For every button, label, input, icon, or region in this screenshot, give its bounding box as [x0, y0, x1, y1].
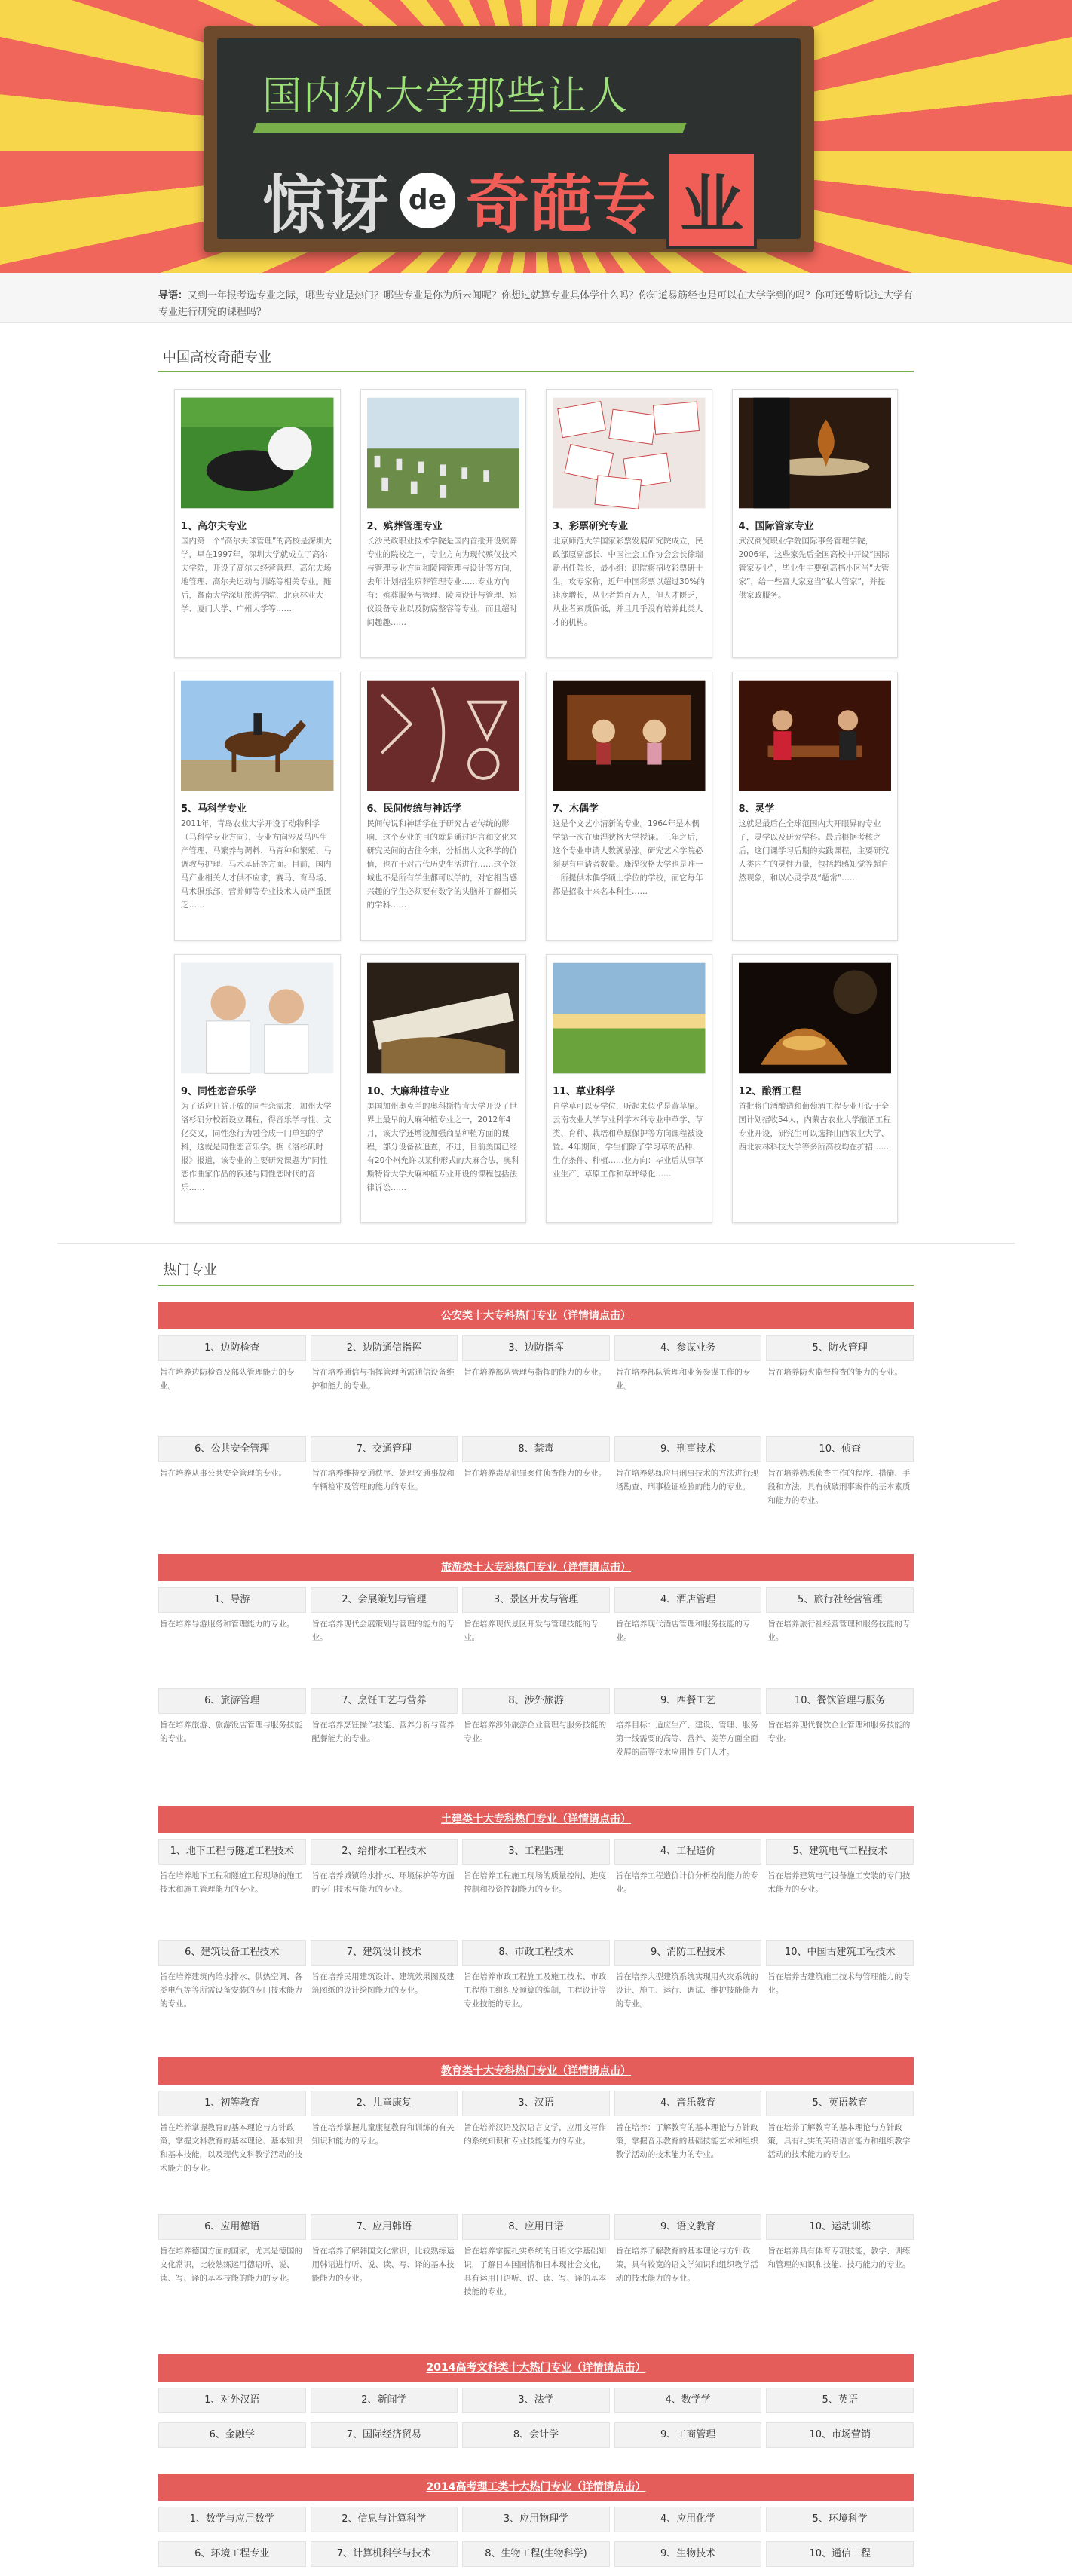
category-title-link[interactable]: 旅游类十大专科热门专业（详情请点击）: [158, 1554, 914, 1581]
hot-major-item: [766, 1839, 914, 1940]
hot-major-name[interactable]: 7、烹饪工艺与营养: [311, 1688, 458, 1714]
hot-major-name[interactable]: 3、应用物理学: [462, 2507, 610, 2532]
hot-major-name[interactable]: 2、会展策划与管理: [311, 1587, 458, 1613]
intro-label: 导语：: [158, 290, 188, 301]
major-photo[interactable]: [181, 678, 334, 793]
major-description: 长沙民政职业技术学院是国内首批开设殡葬专业的院校之一，专业方向为现代殡仪技术与管理专业方向和陵园管理与设计等方向，去年计划招生殡葬管理专业……专业方向有：殡葬服务与管理、陵园设计与管理、殡仪设备专业以及防腐整容等专业，而且超时间趣趣……: [366, 537, 517, 627]
hot-major-name[interactable]: 5、建筑电气工程技术: [766, 1839, 914, 1865]
hot-major-item: [462, 2507, 610, 2532]
hot-major-item: [766, 2422, 914, 2448]
major-photo[interactable]: [553, 678, 706, 793]
weird-major-card[interactable]: [732, 672, 899, 941]
hot-major-description: 旨在培养掌握扎实系统的日语文学基础知识，了解日本国国情和日本现社会文化，具有运用日语听、说、读、写、译的基本技能的专业。: [464, 2247, 607, 2296]
category-title-link[interactable]: 教育类十大专科热门专业（详情请点击）: [158, 2057, 914, 2085]
hot-major-name[interactable]: 1、初等教育: [158, 2091, 306, 2116]
hot-major-description: 旨在培养掌握教育的基本理论与方针政策，掌握文科教育的基本理论、基本知识和基本技能，以及现代文科教学活动的技术能力的专业。: [160, 2123, 302, 2173]
hot-major-name[interactable]: 4、音乐教育: [614, 2091, 762, 2116]
category-majors: [158, 2388, 914, 2457]
hot-major-item: [158, 1335, 306, 1436]
hot-major-item: [311, 2507, 458, 2532]
hot-majors-categories: [0, 1302, 1072, 2576]
hot-major-description: 旨在培养汉语及汉语言文学，应用文写作的系统知识和专业技能能力的专业。: [464, 2123, 607, 2146]
weird-major-card[interactable]: [546, 954, 712, 1223]
hot-major-description: 旨在培养城镇给水排水、环境保护等方面的专门技术与能力的专业。: [311, 1871, 455, 1894]
hot-major-item: [311, 1940, 458, 2041]
category-majors: [158, 1839, 914, 2041]
hot-major-item: [311, 2214, 458, 2338]
hot-major-name[interactable]: 10、餐饮管理与服务: [766, 1688, 914, 1714]
hot-category: [158, 2474, 914, 2576]
hot-major-name[interactable]: 6、环境工程专业: [158, 2541, 306, 2567]
weird-majors-grid: [174, 389, 898, 1223]
major-name[interactable]: 7、木偶学: [553, 803, 599, 815]
hot-category: [158, 2354, 914, 2457]
major-photo[interactable]: [181, 396, 334, 510]
hot-major-description: 旨在培养具有体育专项技能，教学、训练和管理的知识和技能、技巧能力的专业。: [767, 2247, 911, 2269]
hot-major-item: [158, 2541, 306, 2567]
hot-major-description: 旨在培养旅游、旅游饭店管理与服务技能的专业。: [160, 1721, 302, 1743]
major-photo[interactable]: [739, 396, 892, 510]
weird-major-card[interactable]: [360, 389, 527, 658]
hot-major-name[interactable]: 5、防火管理: [766, 1335, 914, 1361]
hot-major-name[interactable]: 6、建筑设备工程技术: [158, 1940, 306, 1966]
hot-major-name[interactable]: 9、刑事技术: [614, 1436, 762, 1462]
major-photo[interactable]: [181, 961, 334, 1075]
hot-major-description: 旨在培养导游服务和管理能力的专业。: [160, 1620, 295, 1629]
weird-major-card[interactable]: [546, 672, 712, 941]
hot-major-description: 旨在培养涉外旅游企业管理与服务技能的专业。: [464, 1721, 607, 1743]
major-description: 2011年，青岛农业大学开设了动物科学（马科学专业方向），专业方向涉及马匹生产管理、马繁养与调料、马育种和繁殖、马调教与护理、马术基础等方面。目前，国内马产业相关人才供不应求，赛马、育马场、马术俱乐部、营养师等专业技术人员严重匮乏……: [181, 819, 332, 910]
hot-major-description: 旨在培养了解韩国文化常识，比较熟练运用韩语进行听、说、读、写、译的基本技能能力的专业。: [311, 2247, 455, 2283]
weird-major-card[interactable]: [546, 389, 712, 658]
hot-major-name[interactable]: 9、消防工程技术: [614, 1940, 762, 1966]
hot-major-description: 旨在培养熟悉侦查工作的程序、措施、手段和方法，具有侦破刑事案件的基本素质和能力的专业。: [767, 1469, 911, 1505]
major-photo[interactable]: [367, 678, 520, 793]
hot-major-name[interactable]: 7、计算机科学与技术: [311, 2541, 458, 2567]
major-description: 民间传说和神话学在于研究古老传统的影响、这个专业的目的就是通过语言和文化来研究民间的古往今来，分析出人文科学的价值，也在于对古代历史生活进行……这个领域也不是所有学生都可以学的，对它相当感兴趣的学生必须要有数学的头脑并了解相关的学科……: [366, 819, 517, 910]
hot-major-name[interactable]: 4、参谋业务: [614, 1335, 762, 1361]
hot-major-item: [614, 2422, 762, 2448]
hot-major-name[interactable]: 5、旅行社经营管理: [766, 1587, 914, 1613]
hot-major-item: [311, 2388, 458, 2413]
hot-major-item: [614, 1587, 762, 1688]
hot-major-name[interactable]: 10、市场营销: [766, 2422, 914, 2448]
hot-major-item: [311, 1587, 458, 1688]
hot-major-description: 旨在培养维持交通秩序、处理交通事故和车辆检审及管理的能力的专业。: [311, 1469, 455, 1491]
hot-major-name[interactable]: 2、给排水工程技术: [311, 1839, 458, 1865]
hot-major-item: [311, 2091, 458, 2214]
hot-major-description: 旨在培养边防检查及部队管理能力的专业。: [160, 1368, 295, 1390]
hot-major-name[interactable]: 8、应用日语: [462, 2214, 610, 2240]
hot-major-description: 旨在培养通信与指挥管理所需通信设备维护和能力的专业。: [311, 1368, 455, 1390]
hot-major-name[interactable]: 4、应用化学: [614, 2507, 762, 2532]
hot-major-item: [614, 1335, 762, 1436]
hot-major-item: [158, 1587, 306, 1688]
hot-major-item: [462, 2388, 610, 2413]
major-photo[interactable]: [553, 396, 706, 510]
hot-major-item: [311, 1688, 458, 1789]
hot-major-item: [766, 2388, 914, 2413]
hot-major-item: [158, 1688, 306, 1789]
hot-major-item: [462, 2541, 610, 2567]
hot-major-item: [158, 2388, 306, 2413]
hot-major-item: [311, 2422, 458, 2448]
hot-major-description: 旨在培养部队管理与指挥的能力的专业。: [464, 1368, 607, 1377]
hot-major-description: 旨在培养防火监督检查的能力的专业。: [767, 1368, 902, 1377]
hot-major-item: [462, 1839, 610, 1940]
major-description: 武汉商贸职业学院国际事务管理学院，2006年，这些家先后全国高校中开设“国际管家专业”，毕业生主要到高档小区当“大管家”，给一些富人家庭当“私人管家”，并提供家政服务。: [738, 537, 890, 600]
hot-major-item: [158, 2214, 306, 2338]
hot-major-name[interactable]: 8、生物工程(生物科学): [462, 2541, 610, 2567]
hot-major-name[interactable]: 3、工程监理: [462, 1839, 610, 1865]
hot-major-item: [614, 1688, 762, 1789]
hot-category: [158, 2057, 914, 2338]
hot-major-item: [462, 1436, 610, 1537]
hot-major-name[interactable]: 2、信息与计算科学: [311, 2507, 458, 2532]
banner-word-weird: 奇葩专: [466, 168, 657, 242]
banner-word-surprising: 惊讶: [262, 168, 390, 242]
major-description: 北京师范大学国家彩票发展研究院成立，民政部原副部长、中国社会工作协会会长徐瑞新出任院长，最小组：识院将招收彩票研士生，攻专家称，近年中国彩票以超过30%的速度增长，从业者超百万人，但人才匮乏，从业者素质偏低，并且几乎没有培养此类人才的机构。: [553, 537, 705, 627]
banner-de-badge: de: [400, 173, 455, 228]
hot-major-item: [158, 1839, 306, 1940]
hot-major-description: 培养目标：适应生产、建设、管理、服务第一线需要的高等、营养、美等方面全面发展的高等技术应用性专门人才。: [615, 1721, 758, 1757]
header-banner: [0, 0, 1072, 273]
hot-major-description: 旨在培养市政工程施工及施工技术、市政工程施工组织及预算的编制，工程设计等专业技能的专业。: [464, 1972, 607, 2008]
category-majors: [158, 1587, 914, 1789]
hot-major-description: 旨在培养建筑电气设备施工安装的专门技术能力的专业。: [767, 1871, 911, 1894]
hot-major-item: [158, 2091, 306, 2214]
hot-major-name[interactable]: 10、侦查: [766, 1436, 914, 1462]
hot-major-name[interactable]: 4、数学学: [614, 2388, 762, 2413]
hot-major-item: [158, 1940, 306, 2041]
hot-major-name[interactable]: 8、禁毒: [462, 1436, 610, 1462]
hot-major-description: 旨在培养从事公共安全管理的专业。: [160, 1469, 286, 1478]
banner-word-major: 业: [666, 151, 757, 249]
hot-major-item: [311, 2541, 458, 2567]
hot-major-name[interactable]: 9、语文教育: [614, 2214, 762, 2240]
hot-major-description: 旨在培养民用建筑设计、建筑效果图及建筑图纸的设计绘图能力的专业。: [311, 1972, 455, 1995]
hot-major-item: [766, 2507, 914, 2532]
hot-major-item: [462, 1335, 610, 1436]
major-description: 美国加州奥克兰的奥科斯特肯大学开设了世界上最早的大麻种植专业之一，2012年4月，该大学还增设加强商品种植方面的课程，部分设备被追查，不过，目前美国已经有20个州允许以某种形式的大麻合法，奥科斯特肯大学大麻种植专业开设的课程包括法律诉讼……: [366, 1102, 519, 1192]
hot-major-description: 旨在培养现代酒店管理和服务技能的专业。: [615, 1620, 751, 1642]
category-title-link[interactable]: 2014高考理工类十大热门专业（详情请点击）: [158, 2474, 914, 2501]
hot-major-name[interactable]: 1、地下工程与隧道工程技术: [158, 1839, 306, 1865]
hot-major-item: [614, 2091, 762, 2214]
hot-major-name[interactable]: 7、应用韩语: [311, 2214, 458, 2240]
weird-major-card[interactable]: [360, 954, 527, 1223]
weird-major-card[interactable]: [174, 954, 341, 1223]
hot-majors-heading: [158, 1256, 914, 1286]
hot-category: [158, 1554, 914, 1789]
hot-major-name[interactable]: 6、金融学: [158, 2422, 306, 2448]
hot-major-name[interactable]: 1、导游: [158, 1587, 306, 1613]
hot-major-description: 旨在培养毒品犯罪案件侦查能力的专业。: [464, 1469, 607, 1478]
hot-majors-title: 热门专业: [163, 1262, 217, 1278]
hot-major-item: [766, 2091, 914, 2214]
weird-major-card[interactable]: [732, 389, 899, 658]
hot-major-name[interactable]: 7、国际经济贸易: [311, 2422, 458, 2448]
hot-major-item: [766, 2541, 914, 2567]
hot-major-item: [614, 2541, 762, 2567]
major-name[interactable]: 2、殡葬管理专业: [366, 521, 443, 532]
hot-major-name[interactable]: 8、市政工程技术: [462, 1940, 610, 1966]
hot-major-name[interactable]: 1、对外汉语: [158, 2388, 306, 2413]
hot-major-description: 旨在培养德国方面的国家，尤其是德国的文化常识，比较熟练运用德语听、说、读、写、译的基本技能的能力的专业。: [160, 2247, 302, 2283]
hot-major-name[interactable]: 3、法学: [462, 2388, 610, 2413]
hot-major-item: [158, 1436, 306, 1537]
hot-major-name[interactable]: 9、工商管理: [614, 2422, 762, 2448]
major-name[interactable]: 4、国际管家专业: [738, 521, 814, 532]
major-name[interactable]: 10、大麻种植专业: [366, 1086, 449, 1097]
category-majors: [158, 2091, 914, 2338]
major-name[interactable]: 5、马科学专业: [181, 803, 247, 815]
hot-major-name[interactable]: 7、交通管理: [311, 1436, 458, 1462]
hot-major-name[interactable]: 6、旅游管理: [158, 1688, 306, 1714]
hot-major-item: [462, 2091, 610, 2214]
weird-majors-heading: [158, 347, 914, 372]
major-photo[interactable]: [553, 961, 706, 1075]
hot-major-description: 旨在培养旅行社经营管理和服务技能的专业。: [767, 1620, 911, 1642]
hot-major-item: [614, 1839, 762, 1940]
hot-major-item: [766, 1436, 914, 1537]
weird-major-card[interactable]: [360, 672, 527, 941]
major-description: 为了适应日益开放的同性恋需求，加州大学洛杉矶分校新设立课程，得音乐学与性、文化交叉，同性恋行为融合成一门单独的学科，这就是同性恋音乐学。据《洛杉矶时报》报道，该专业的主要研究课题为“同性恋作曲家作品的叙述与同性恋时代的音乐……: [181, 1102, 332, 1192]
weird-major-card[interactable]: [732, 954, 899, 1223]
major-name[interactable]: 9、同性恋音乐学: [181, 1086, 257, 1097]
hot-major-name[interactable]: 10、中国古建筑工程技术: [766, 1940, 914, 1966]
hot-major-name[interactable]: 4、酒店管理: [614, 1587, 762, 1613]
banner-title-line1: 国内外大学那些让人: [262, 74, 629, 119]
major-photo[interactable]: [367, 396, 520, 510]
major-name[interactable]: 3、彩票研究专业: [553, 521, 629, 532]
hot-major-name[interactable]: 3、边防指挥: [462, 1335, 610, 1361]
hot-major-name[interactable]: 7、建筑设计技术: [311, 1940, 458, 1966]
hot-major-name[interactable]: 10、通信工程: [766, 2541, 914, 2567]
hot-major-name[interactable]: 1、数学与应用数学: [158, 2507, 306, 2532]
hot-category: [158, 1302, 914, 1537]
category-majors: [158, 1335, 914, 1537]
hot-major-description: 旨在培养部队管理和业务参谋工作的专业。: [615, 1368, 751, 1390]
category-title-link[interactable]: 2014高考文科类十大热门专业（详情请点击）: [158, 2354, 914, 2382]
hot-major-description: 旨在培养工程施工现场的质量控制、进度控制和投资控制能力的专业。: [464, 1871, 607, 1894]
major-photo[interactable]: [739, 961, 892, 1075]
hot-major-description: 旨在培养：了解教育的基本理论与方针政策，掌握音乐教育的基础技能艺术和组织教学活动的技术能力的专业。: [615, 2123, 758, 2159]
hot-major-description: 旨在培养现代会展策划与管理的能力的专业。: [311, 1620, 455, 1642]
hot-major-name[interactable]: 5、英语: [766, 2388, 914, 2413]
hot-major-name[interactable]: 9、西餐工艺: [614, 1688, 762, 1714]
hot-major-name[interactable]: 8、涉外旅游: [462, 1688, 610, 1714]
hot-major-item: [614, 2507, 762, 2532]
hot-major-name[interactable]: 3、景区开发与管理: [462, 1587, 610, 1613]
hot-major-item: [311, 1839, 458, 1940]
major-name[interactable]: 6、民间传统与神话学: [366, 803, 462, 815]
hot-major-name[interactable]: 6、公共安全管理: [158, 1436, 306, 1462]
weird-majors-title: 中国高校奇葩专业: [163, 350, 271, 366]
hot-major-item: [766, 1688, 914, 1789]
major-description: 国内第一个“高尔夫球管理”的高校是深圳大学，早在1997年，深圳大学就成立了高尔夫学院，开设了高尔夫经营管理、高尔夫场地管理、高尔夫运动与训练等相关专业。随后，暨南大学深圳旅游学院、北京林业大学、厦门大学、广州大学等……: [181, 537, 332, 613]
category-title-link[interactable]: 公安类十大专科热门专业（详情请点击）: [158, 1302, 914, 1329]
hot-major-item: [614, 1436, 762, 1537]
hot-major-name[interactable]: 10、运动训练: [766, 2214, 914, 2240]
hot-major-name[interactable]: 5、环境科学: [766, 2507, 914, 2532]
banner-underline: [253, 123, 686, 133]
hot-major-item: [766, 1587, 914, 1688]
hot-major-name[interactable]: 2、边防通信指挥: [311, 1335, 458, 1361]
hot-major-item: [766, 2214, 914, 2338]
banner-title-line2: [262, 151, 757, 249]
hot-major-description: 旨在培养古建筑施工技术与管理能力的专业。: [767, 1972, 911, 1995]
hot-major-name[interactable]: 5、英语教育: [766, 2091, 914, 2116]
hot-major-item: [462, 1940, 610, 2041]
major-name[interactable]: 1、高尔夫专业: [181, 521, 247, 532]
chalkboard: [204, 26, 814, 252]
hot-major-item: [158, 2422, 306, 2448]
hot-major-description: 旨在培养了解教育的基本理论与方针政策，具有较宽的语文学知识和组织教学活动的技术能力的专业。: [615, 2247, 758, 2283]
hot-major-description: 旨在培养地下工程和隧道工程现场的施工技术和施工管理能力的专业。: [160, 1871, 302, 1894]
major-description: 首批将白酒酿造和葡萄酒工程专业开设于全国计划招收54人，内蒙古农业大学酿酒工程专业开设，研究生可以选择山西农业大学、西北农林科技大学等多所高校均在扩招……: [738, 1102, 891, 1152]
hot-major-description: 旨在培养烹饪操作技能、营养分析与营养配餐能力的专业。: [311, 1721, 455, 1743]
chalkboard-surface: [217, 38, 801, 242]
major-name[interactable]: 11、草业科学: [553, 1086, 616, 1097]
hot-major-name[interactable]: 6、应用德语: [158, 2214, 306, 2240]
intro-text: [0, 273, 1072, 323]
major-description: 这是个文艺小清新的专业。1964年是木偶学第一次在康涅狄格大学授课。三年之后，这个专业申请人数就暴涨。研究艺术学院必须要有申请者数量。康涅狄格大学也是唯一一所提供木偶学硕士学位的学校，而它每年都是招收十来名本科生……: [553, 819, 703, 896]
category-majors: [158, 2507, 914, 2576]
hot-major-name[interactable]: 1、边防检查: [158, 1335, 306, 1361]
hot-major-description: 旨在培养工程造价计价分析控制能力的专业。: [615, 1871, 758, 1894]
hot-major-item: [614, 2214, 762, 2338]
hot-major-name[interactable]: 8、会计学: [462, 2422, 610, 2448]
hot-major-description: 旨在培养现代景区开发与管理技能的专业。: [464, 1620, 599, 1642]
weird-major-card[interactable]: [174, 389, 341, 658]
hot-major-name[interactable]: 2、新闻学: [311, 2388, 458, 2413]
major-name[interactable]: 8、灵学: [738, 803, 775, 815]
hot-major-name[interactable]: 3、汉语: [462, 2091, 610, 2116]
major-description: 这就是最后在全球范围内大开眼界的专业了，灵学以及研究学科。最后根据考核之后，这门课学习后期的实践课程，主要研究人类内在的灵性力量，包括超感知觉等超自然现象，和以心灵学及“超常”……: [738, 819, 889, 883]
weird-major-card[interactable]: [174, 672, 341, 941]
hot-major-name[interactable]: 9、生物技术: [614, 2541, 762, 2567]
major-photo[interactable]: [367, 961, 520, 1075]
hot-major-item: [614, 1940, 762, 2041]
intro-body: 又到一年报考选专业之际，哪些专业是热门？哪些专业是你为所未闻呢？你想过就算专业具体学什么吗？你知道易筋经也是可以在大学学到的吗？你可还曾听说过大学有专业进行研究的课程吗？: [158, 290, 914, 318]
major-name[interactable]: 12、酿酒工程: [738, 1086, 801, 1097]
major-photo[interactable]: [739, 678, 892, 793]
hot-major-description: 旨在培养掌握儿童康复教育和训练的有关知识和能力的专业。: [311, 2123, 455, 2146]
hot-major-description: 旨在培养熟练应用刑事技术的方法进行现场勘查、刑事检证检验的能力的专业。: [615, 1469, 758, 1491]
hot-major-item: [462, 2422, 610, 2448]
hot-major-description: 旨在培养现代餐饮企业管理和服务技能的专业。: [767, 1721, 911, 1743]
category-title-link[interactable]: 土建类十大专科热门专业（详情请点击）: [158, 1806, 914, 1833]
hot-major-name[interactable]: 2、儿童康复: [311, 2091, 458, 2116]
hot-major-item: [311, 1436, 458, 1537]
section-divider: [57, 1243, 1015, 1244]
major-description: 自学草可以专学位，听起来似乎是黄草原。云南农业大学草业科学本科专业中草学、草类、育种、栽培和草原保护等方向课程被设置。4年期间，学生们除了学习草的品种、生存条件、种植……业方向：毕业后从事草业生产、草原工作和草坪绿化……: [553, 1102, 703, 1179]
hot-major-item: [158, 2507, 306, 2532]
hot-major-description: 旨在培养建筑内给水排水、供热空调、各类电气等等所需设备安装的专门技术能力的专业。: [160, 1972, 302, 2008]
hot-major-item: [766, 1940, 914, 2041]
hot-major-item: [462, 2214, 610, 2338]
hot-major-item: [766, 1335, 914, 1436]
hot-major-name[interactable]: 4、工程造价: [614, 1839, 762, 1865]
hot-category: [158, 1806, 914, 2041]
hot-major-item: [462, 1688, 610, 1789]
hot-major-item: [311, 1335, 458, 1436]
hot-major-item: [462, 1587, 610, 1688]
hot-major-item: [614, 2388, 762, 2413]
hot-major-description: 旨在培养大型建筑系统实现用火灾系统的设计、施工、运行、调试、维护技能能力的专业。: [615, 1972, 758, 2008]
hot-major-description: 旨在培养了解教育的基本理论与方针政策，具有扎实的英语语言能力和组织教学活动的技术能力的专业。: [767, 2123, 911, 2159]
